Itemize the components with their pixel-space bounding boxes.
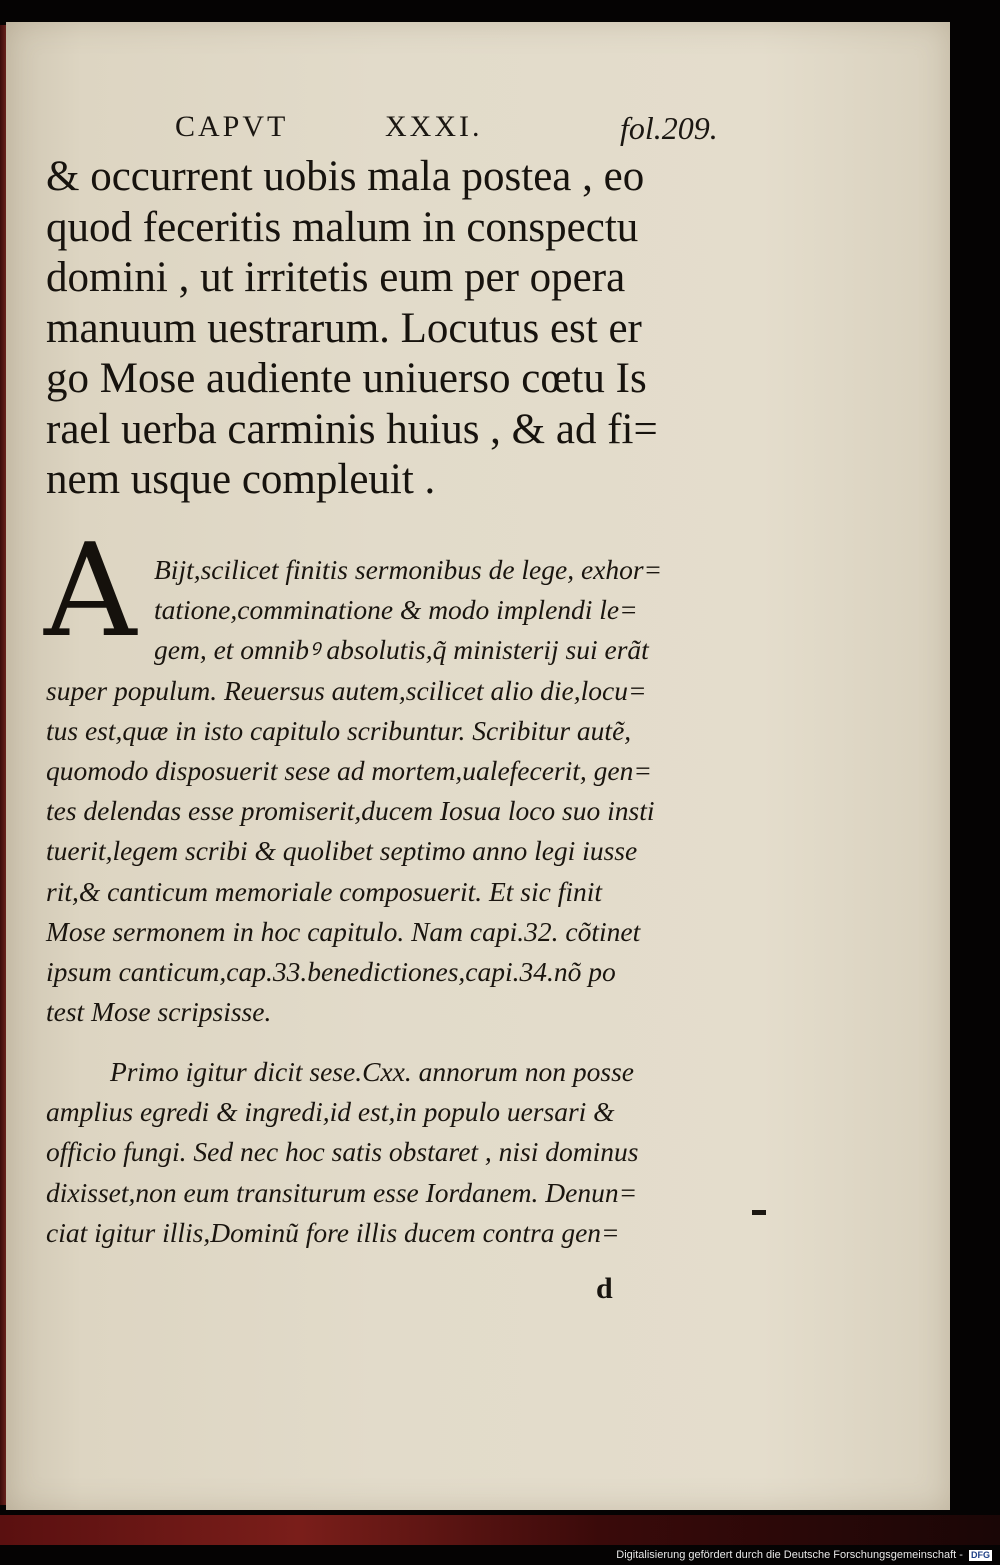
commentary-paragraph-2 (46, 1052, 736, 1253)
digitization-credit (608, 1548, 992, 1562)
dfg-logo-icon: DFG (971, 1549, 990, 1560)
scripture-line: manuum uestrarum. Locutus est er (46, 304, 642, 352)
signature-mark: d (596, 1272, 613, 1305)
running-head (175, 110, 735, 152)
commentary-line: tes delendas esse promiserit,ducem Iosua loco suo insti (46, 795, 655, 827)
commentary-line: amplius egredi & ingredi,id est,in populo uersari & (46, 1096, 615, 1128)
scripture-line: domini , ut irritetis eum per opera (46, 254, 626, 301)
running-head-caput: CAPVT (175, 110, 289, 143)
commentary-line: rit,& canticum memoriale composuerit. Et sic finit (46, 875, 603, 907)
folio-number: fol.209. (620, 110, 718, 146)
commentary-line: gem, et omnibꝰ absolutis,q̃ ministerij sui erãt (154, 634, 649, 666)
commentary-line: super populum. Reuersus autem,scilicet alio die,locu= (46, 674, 647, 706)
drop-cap: A (44, 517, 137, 666)
commentary-line: ciat igitur illis,Dominũ fore illis ducem contra gen= (46, 1216, 620, 1248)
scripture-line: go Mose audiente uniuerso cœtu Is (46, 355, 647, 402)
commentary-line: officio fungi. Sed nec hoc satis obstaret , nisi dominus (46, 1136, 639, 1168)
running-head-chapter: XXXI. (385, 110, 483, 143)
commentary-line: tuerit,legem scribi & quolibet septimo anno legi iusse (46, 835, 638, 867)
commentary-line: tus est,quæ in isto capitulo scribuntur. Scribitur autẽ, (46, 714, 632, 746)
scripture-text (46, 152, 736, 506)
commentary-line: dixisset,non eum transiturum esse Iordanem. Denun= (46, 1176, 638, 1208)
scripture-line: nem usque compleuit . (46, 456, 436, 503)
commentary-paragraph-1 (46, 550, 736, 1032)
scripture-line: & occurrent uobis mala postea , eo (46, 153, 645, 200)
commentary-line: Primo igitur dicit sese.Cxx. annorum non posse (110, 1056, 634, 1087)
credit-text: Digitalisierung gefördert durch die Deutsche Forschungsgemeinschaft - (616, 1549, 963, 1561)
commentary-line: quomodo disposuerit sese ad mortem,ualefecerit, gen= (46, 755, 652, 787)
commentary-line: tatione,comminatione & modo implendi le= (154, 594, 638, 626)
scripture-line: rael uerba carminis huius , & ad fi= (46, 405, 658, 453)
commentary-line: test Mose scripsisse. (46, 996, 272, 1028)
book-cover-edge (0, 1515, 1000, 1545)
commentary-line: Mose sermonem in hoc capitulo. Nam capi.32. cõtinet (46, 915, 641, 947)
commentary-line: Bijt,scilicet finitis sermonibus de lege, exhor= (154, 554, 663, 585)
commentary-line: ipsum canticum,cap.33.benedictiones,capi.34.nõ po (46, 956, 616, 988)
scripture-line: quod feceritis malum in conspectu (46, 203, 639, 251)
margin-dash (752, 1210, 766, 1215)
